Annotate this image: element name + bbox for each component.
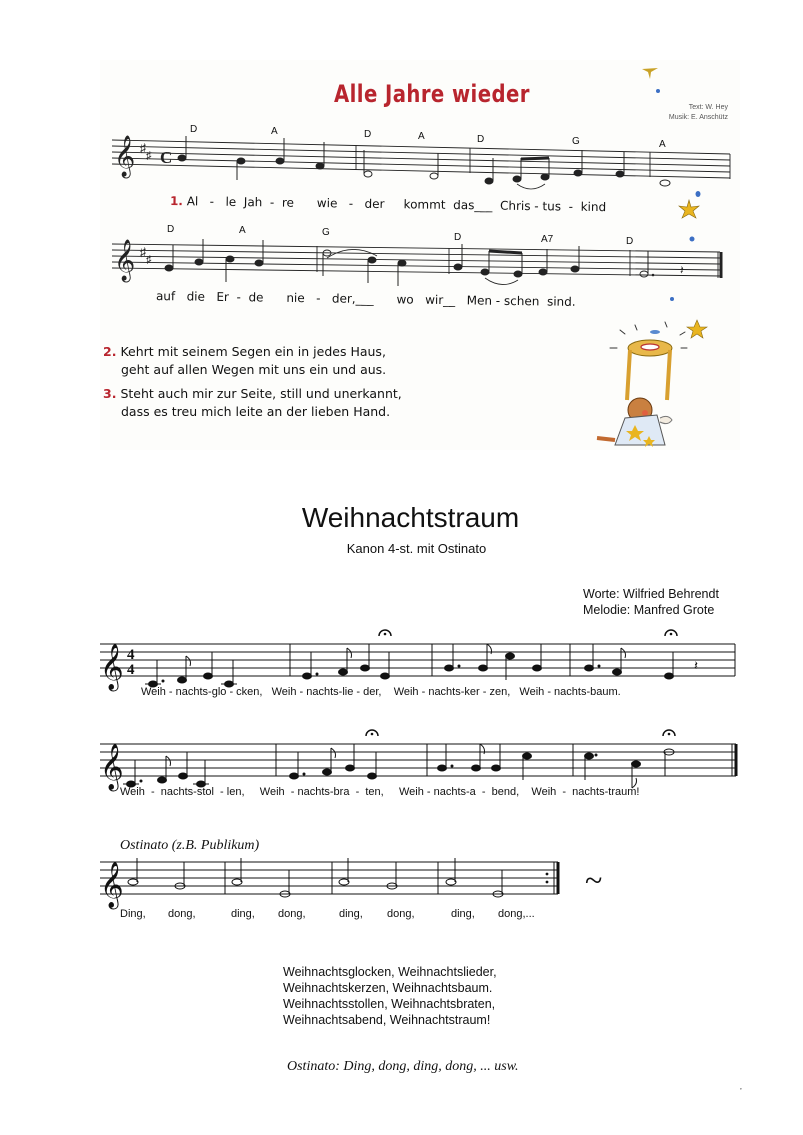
verse-number: 2. (103, 344, 117, 359)
angel-illustration-icon (585, 300, 735, 450)
song1-credits (650, 103, 728, 123)
song2-title (0, 502, 803, 534)
svg-text:𝄽: 𝄽 (680, 263, 684, 277)
song2-lyrics-line1: Weih - nachts-glo - cken, Weih - nachts-lie - der, Weih - nachts-ker - zen, Weih - nachts-baum. (141, 686, 621, 698)
ostinato-staff (100, 858, 570, 908)
chord: D (454, 232, 462, 243)
song2-title-text: Weihnachtstraum (301, 502, 520, 533)
ostinato-lyric: dong,... (498, 908, 535, 920)
chord: A (418, 131, 425, 142)
svg-text:♯: ♯ (140, 141, 146, 155)
text-line: Weihnachtsabend, Weihnachtstraum! (283, 1013, 491, 1027)
ostinato-lyric: dong, (168, 908, 196, 920)
text-line: Weihnachtsglocken, Weihnachtslieder, (283, 965, 497, 979)
chord: G (572, 136, 580, 147)
svg-text:𝄞: 𝄞 (100, 862, 124, 908)
song2-credits (583, 586, 719, 618)
lyrics-text: Al - le Jah - re wie - der kommt das___ Chris - tus - kind (186, 194, 607, 215)
star-decoration-icon (678, 199, 700, 219)
chord: D (364, 129, 372, 140)
ostinato-lyric: ding, (339, 908, 363, 920)
verse-3 (103, 385, 402, 421)
ostinato-lyric: ding, (231, 908, 255, 920)
svg-text:4: 4 (127, 662, 135, 678)
song2-subtitle-text: Kanon 4-st. mit Ostinato (346, 541, 487, 556)
ostinato-lyric: dong, (387, 908, 415, 920)
chord: D (167, 224, 175, 235)
ostinato-lyric: ding, (451, 908, 475, 920)
star-decoration-icon (640, 66, 660, 80)
ostinato-label: Ostinato (z.B. Publikum) (120, 838, 260, 853)
svg-text:♯: ♯ (140, 245, 146, 259)
page-mark: ’ (740, 1087, 742, 1096)
svg-text:♯: ♯ (146, 254, 152, 266)
credit-music: Musik: E. Anschütz (668, 114, 728, 121)
chord: D (626, 236, 634, 247)
tilde-symbol: ~ (585, 862, 603, 898)
verse-line: Steht auch mir zur Seite, still und unerkannt, (120, 386, 402, 401)
svg-text:𝄞: 𝄞 (114, 240, 136, 281)
credit-words: Worte: Wilfried Behrendt (583, 587, 719, 601)
svg-text:𝄽: 𝄽 (694, 658, 698, 673)
chord: A (271, 126, 278, 137)
ostinato-text-line: Ostinato: Ding, dong, ding, dong, ... usw. (287, 1059, 519, 1074)
svg-text:𝄞: 𝄞 (100, 744, 124, 790)
chord: G (322, 227, 330, 238)
ostinato-lyric: dong, (278, 908, 306, 920)
song2-subtitle (0, 541, 803, 556)
verse-2 (103, 343, 402, 379)
credit-text: Text: W. Hey (688, 104, 728, 111)
svg-text:𝄞: 𝄞 (114, 136, 136, 177)
song2-text-block (283, 964, 497, 1028)
chord: D (477, 134, 485, 145)
credit-melody: Melodie: Manfred Grote (583, 603, 715, 617)
chord: A (659, 139, 666, 150)
svg-text:𝄞: 𝄞 (100, 644, 124, 690)
text-line: Weihnachtsstollen, Weihnachtsbraten, (283, 997, 496, 1011)
verse-number: 1. (169, 194, 184, 209)
verse-line: Kehrt mit seinem Segen ein in jedes Haus, (120, 344, 386, 359)
song2-lyrics-line2: Weih - nachts-stol - len, Weih - nachts-bra - ten, Weih - nachts-a - bend, Weih - nachts-traum! (120, 786, 640, 798)
chord: A7 (541, 234, 554, 245)
svg-text:4: 4 (127, 647, 135, 663)
song1-verses (103, 343, 402, 427)
verse-number: 3. (103, 386, 117, 401)
song1-title: Alle Jahre wieder (334, 80, 530, 108)
verse-line: geht auf allen Wegen mit uns ein und aus. (121, 362, 387, 377)
verse-line: dass es treu mich leite an der lieben Hand. (121, 404, 391, 419)
ostinato-lyric: Ding, (120, 908, 146, 920)
text-line: Weihnachtskerzen, Weihnachtsbaum. (283, 981, 493, 995)
chord: D (190, 124, 198, 135)
svg-text:♯: ♯ (146, 150, 152, 162)
chord: A (239, 225, 246, 236)
dot-decoration-icon (655, 88, 661, 94)
svg-text:C: C (160, 148, 173, 167)
song1-lyrics-line2: auf die Er - de nie - der,___ wo wir__ Men - schen sind. (155, 289, 576, 309)
